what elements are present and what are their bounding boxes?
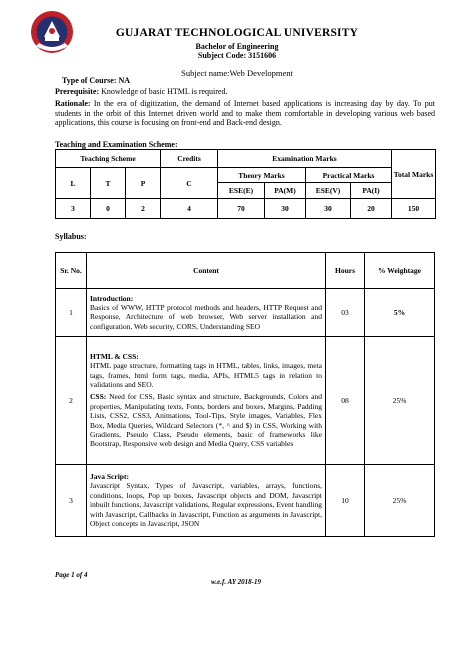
col-l-header: L (56, 168, 91, 199)
topic-text: HTML page structure, formatting tags in HTML, tables, links, images, meta tags, frames, html form tags, media, APIs, HTML5 tags in relation to validations and SEO. (90, 361, 322, 389)
col-p-header: P (126, 168, 161, 199)
subject-name: Subject name:Web Development (181, 68, 293, 78)
rationale-label: Rationale: (55, 99, 91, 108)
css-subtopic (90, 392, 322, 448)
css-text: Need for CSS, Basic syntax and structure, Backgrounds, Colors and properties, Manipulating texts, Fonts, borders and boxes, Margins, Padding Lists, CSS2, CSS3, Animations, Tool-Tips, Style images, Variables, Flex Box, Media Queries, Wildcard Selectors (*, ^ and $) in CSS, Working with Gradients, Pseudo Class, Pseudo elements, basic of frameworks like Bootstrap, Responsive web design and Media Query, CSS variables (90, 392, 322, 449)
subject-code: Subject Code: 3151606 (197, 51, 277, 60)
row-sr: 2 (56, 337, 87, 465)
university-title: GUJARAT TECHNOLOGICAL UNIVERSITY (115, 27, 359, 39)
topic-title: HTML & CSS: (90, 352, 139, 362)
ese-v-header: ESE(V) (306, 183, 351, 199)
prerequisite-label: Prerequisite: (55, 87, 100, 96)
col-t-header: T (91, 168, 126, 199)
row-content (87, 337, 326, 465)
total-marks-header: Total Marks (392, 150, 436, 199)
row-content (87, 289, 326, 337)
value-p: 2 (126, 199, 161, 219)
theory-marks-header: Theory Marks (218, 168, 306, 183)
credits-header: Credits (161, 150, 218, 168)
pa-m-header: PA(M) (265, 183, 306, 199)
topic-title: Java Script: (90, 472, 129, 482)
weightage-header: % Weightage (365, 253, 435, 289)
value-ese-e: 70 (218, 199, 265, 219)
row-hours: 03 (326, 289, 365, 337)
value-pa-i: 20 (351, 199, 392, 219)
value-c: 4 (161, 199, 218, 219)
prerequisite-text: Knowledge of basic HTML is required. (99, 87, 228, 96)
hours-header: Hours (326, 253, 365, 289)
scheme-heading: Teaching and Examination Scheme: (55, 140, 178, 149)
row-sr: 3 (56, 465, 87, 537)
syllabus-label: Syllabus: (55, 232, 87, 241)
teaching-scheme-header: Teaching Scheme (56, 150, 161, 168)
value-total: 150 (392, 199, 436, 219)
col-c-header: C (161, 168, 218, 199)
row-weightage: 25% (365, 465, 435, 537)
prerequisite (55, 87, 435, 96)
value-l: 3 (56, 199, 91, 219)
sr-no-header: Sr. No. (56, 253, 87, 289)
row-hours: 08 (326, 337, 365, 465)
row-content (87, 465, 326, 537)
exam-marks-header: Examination Marks (218, 150, 392, 168)
table-row (56, 337, 435, 465)
value-ese-v: 30 (306, 199, 351, 219)
row-weightage: 25% (365, 337, 435, 465)
page-number: Page 1 of 4 (55, 571, 88, 579)
value-t: 0 (91, 199, 126, 219)
row-hours: 10 (326, 465, 365, 537)
effective-date: w.e.f. AY 2018-19 (211, 578, 261, 586)
teaching-exam-scheme-table (55, 149, 436, 219)
degree-name: Bachelor of Engineering (195, 42, 279, 51)
course-type: Type of Course: NA (62, 76, 131, 85)
row-sr: 1 (56, 289, 87, 337)
row-weightage: 5% (365, 289, 435, 337)
rationale-text: In the era of digitization, the demand of Internet based applications is increasing day by day. To put students in the orbit of this Internet driven world and to make them comfortable in developing various web based applications, this course is focusing on front-end and Back-end design. (55, 99, 435, 127)
css-label: CSS: (90, 392, 107, 402)
table-row (56, 289, 435, 337)
topic-title: Introduction: (90, 293, 134, 303)
syllabus-table (55, 252, 435, 537)
topic-text: Javascript Syntax, Types of Javascript, variables, arrays, functions, conditions, loops, Pop up boxes, Javascript objects and DOM, Javascript inbuilt functions, Javascript validations, Regular expressions, Event handling with Javascript, Callbacks in Javascript, Function as arguments in Javascript, Object concepts in Javascript, JSON (90, 481, 322, 529)
content-header: Content (87, 253, 326, 289)
ese-e-header: ESE(E) (218, 183, 265, 199)
rationale (55, 99, 435, 128)
table-row (56, 465, 435, 537)
practical-marks-header: Practical Marks (306, 168, 392, 183)
value-pa-m: 30 (265, 199, 306, 219)
pa-i-header: PA(I) (351, 183, 392, 199)
topic-text: Basics of WWW, HTTP protocol methods and headers, HTTP Request and Response, Architecture of web browser, Web server installation and configuration, Web security, CORS, Understanding SEO (90, 302, 322, 331)
